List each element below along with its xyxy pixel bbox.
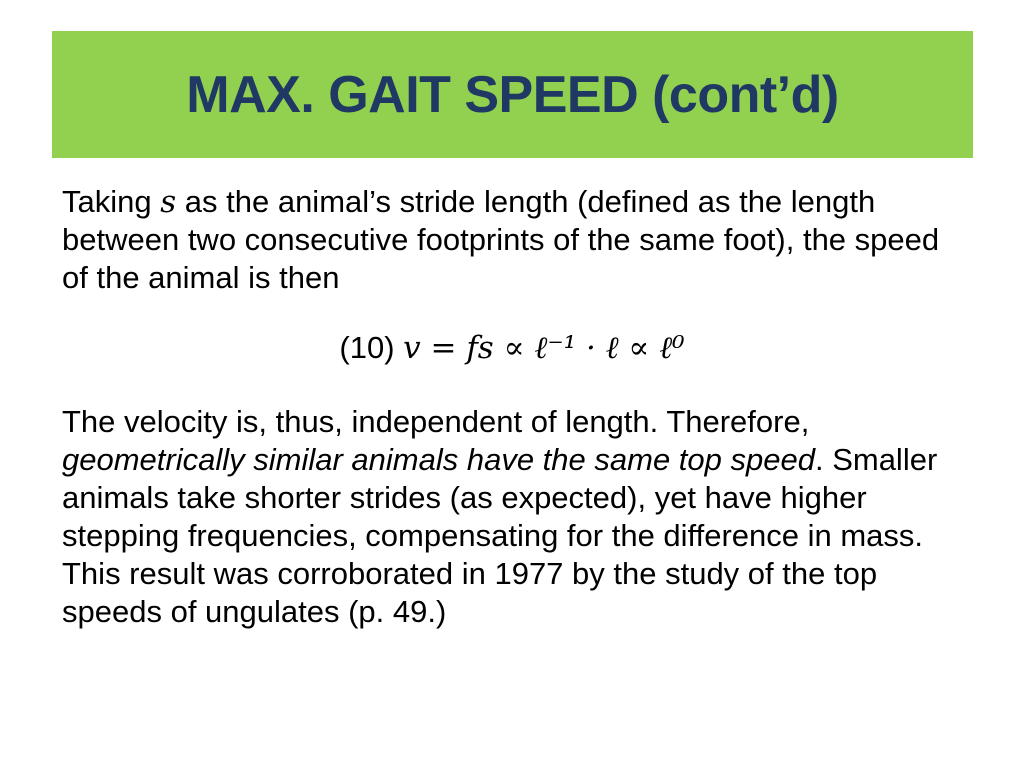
paragraph-stride-definition [62, 183, 972, 297]
equation-10 [0, 328, 1024, 368]
equation-formula: v = fs ∝ ℓ⁻¹ · ℓ ∝ ℓ⁰ [403, 330, 685, 366]
variable-s: s [160, 184, 177, 220]
equation-label: (10) [339, 330, 404, 365]
slide-title: MAX. GAIT SPEED (cont’d) [186, 65, 839, 124]
title-bar [52, 31, 973, 158]
paragraph-velocity-conclusion [62, 403, 972, 631]
para2-emphasis: geometrically similar animals have the same top speed [62, 442, 815, 477]
para1-prefix: Taking [62, 184, 161, 219]
para2-sentence1: The velocity is, thus, independent of length. Therefore, [62, 404, 810, 439]
para2-rest: . Smaller animals take shorter strides (as expected), yet have higher stepping frequencies, compensating for the difference in mass. This result was corroborated in 1977 by the study of the top speeds of ungulates (p. 49.) [62, 442, 938, 629]
para1-rest: as the animal’s stride length (defined as the length between two consecutive footprints of the same foot), the speed of the animal is then [62, 184, 940, 295]
